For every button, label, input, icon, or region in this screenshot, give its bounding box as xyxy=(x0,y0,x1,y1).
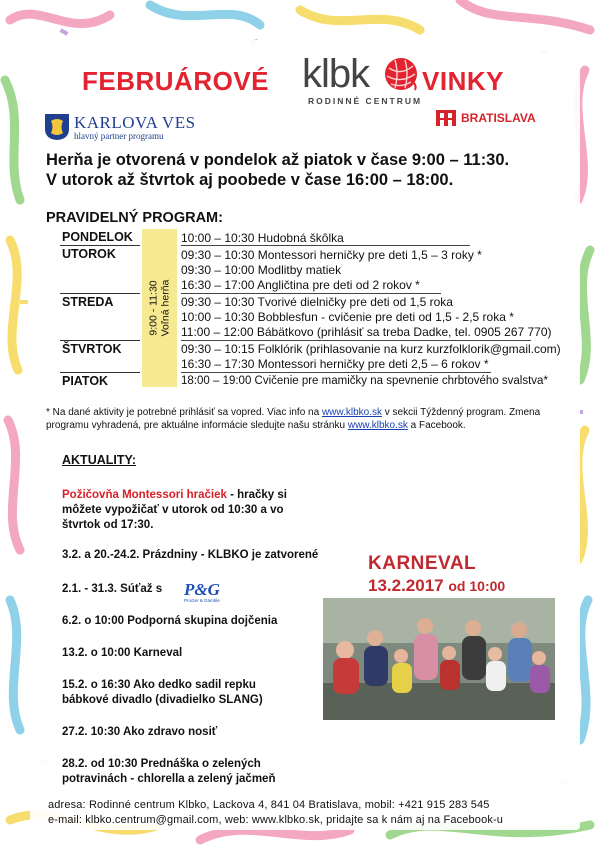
news-item-babywearing: 27.2. 10:30 Ako zdravo nosiť xyxy=(62,726,218,738)
row-divider xyxy=(60,340,140,341)
row-divider xyxy=(60,372,140,373)
carnival-date: 13.2.2017 od 10:00 xyxy=(368,576,506,595)
activity-thursday-1: 09:30 – 10:15 Folklórik (prihlasovanie na kurz kurzfolklorik@gmail.com) xyxy=(181,342,561,356)
footer-address: adresa: Rodinné centrum Klbko, Lackova 4, 841 04 Bratislava, mobil: +421 915 283 545 xyxy=(48,799,490,811)
title-left: FEBRUÁROVÉ xyxy=(82,66,270,96)
free-play-time: 9:00 - 11:30 xyxy=(147,280,160,336)
hours-line-2: V utorok až štvrtok aj poobede v čase 16:00 – 18:00. xyxy=(46,171,454,189)
day-wednesday: STREDA xyxy=(62,295,114,309)
activity-monday-1: 10:00 – 10:30 Hudobná škôlka xyxy=(181,231,344,245)
klbko-link-1[interactable]: www.klbko.sk xyxy=(321,407,382,418)
day-monday: PONDELOK xyxy=(62,230,133,244)
row-divider xyxy=(181,245,470,246)
footer-contact xyxy=(48,798,588,828)
row-divider xyxy=(60,245,140,246)
klbko-logo-word: klbk xyxy=(302,52,370,96)
row-divider xyxy=(181,372,491,373)
activity-wednesday-2: 10:00 – 10:30 Bobblesfun - cvičenie pre deti od 1,5 - 2,5 roka * xyxy=(181,310,514,324)
day-thursday: ŠTVRTOK xyxy=(62,342,122,356)
carnival-title: KARNEVAL xyxy=(368,553,477,574)
news-item-rental: Požičovňa Montessori hračiek - hračky si môžete vypožičať v utorok od 10:30 a vo štvrtok od 17:30. xyxy=(62,489,287,531)
news-item-breastfeeding: 6.2. o 10:00 Podporná skupina dojčenia xyxy=(62,615,278,627)
news-item-holidays: 3.2. a 20.-24.2. Prázdniny - KLBKO je zatvorené xyxy=(62,549,319,561)
news-item-lecture: 28.2. od 10:30 Prednáška o zelených potravinách - chlorella a zelený jačmeň xyxy=(62,758,276,785)
registration-note: * Na dané aktivity je potrebné prihlásiť sa vopred. Viac info na www.klbko.sk v sekcii Týždenný program. Zmena programu vyhradená, pre aktuálne informácie sledujte našu stránku www.klbko.sk a Facebook. xyxy=(46,407,541,431)
pg-logo: P&G Procter & Gamble xyxy=(184,580,220,603)
activity-tuesday-3: 16:30 – 17:00 Angličtina pre deti od 2 rokov * xyxy=(181,278,420,292)
activity-tuesday-1: 09:30 – 10:30 Montessori herničky pre deti 1,5 – 3 roky * xyxy=(181,248,482,262)
activity-friday-1: 18:00 – 19:00 Cvičenie pre mamičky na spevnenie chrbtového svalstva* xyxy=(181,375,548,387)
karlova-ves-crest-icon xyxy=(44,113,70,141)
day-friday: PIATOK xyxy=(62,374,109,388)
title-right: VINKY xyxy=(422,66,504,96)
hours-line-1: Herňa je otvorená v pondelok až piatok v čase 9:00 – 11:30. xyxy=(46,151,510,169)
news-item-contest: 2.1. - 31.3. Súťaž s xyxy=(62,583,163,595)
bratislava-text: BRATISLAVA xyxy=(461,111,536,125)
opening-hours xyxy=(46,150,509,190)
activity-wednesday-3: 11:00 – 12:00 Bábätkovo (prihlásiť sa treba Dadke, tel. 0905 267 770) xyxy=(181,325,552,339)
news-title: AKTUALITY: xyxy=(62,453,137,467)
yarn-ball-icon xyxy=(383,56,419,92)
footer-email-web: e-mail: klbko.centrum@gmail.com, web: www.klbko.sk, pridajte sa k nám aj na Facebook-u xyxy=(48,814,504,826)
news-item-rental-highlight: Požičovňa Montessori hračiek xyxy=(62,489,227,501)
klbko-link-2[interactable]: www.klbko.sk xyxy=(347,420,408,431)
news-item-puppet-show: 15.2. o 16:30 Ako dedko sadil repku bábkové divadlo (divadielko SLANG) xyxy=(62,679,263,706)
row-divider xyxy=(60,293,140,294)
logo-subtitle: RODINNÉ CENTRUM xyxy=(308,96,423,106)
day-tuesday: UTOROK xyxy=(62,247,116,261)
row-divider xyxy=(181,293,441,294)
carnival-photo xyxy=(323,598,555,720)
row-divider xyxy=(181,340,531,341)
free-play-label: Voľná herňa xyxy=(159,279,172,337)
karlova-ves-name: KARLOVA VES xyxy=(74,113,196,132)
activity-thursday-2: 16:30 – 17:30 Montessori herničky pre deti 2,5 – 6 rokov * xyxy=(181,357,489,371)
karlova-ves-subtitle: hlavný partner programu xyxy=(74,131,164,141)
activity-tuesday-2: 09:30 – 10:00 Modlitby matiek xyxy=(181,263,342,277)
program-title: PRAVIDELNÝ PROGRAM: xyxy=(46,210,223,226)
schedule-table xyxy=(60,229,600,389)
activity-wednesday-1: 09:30 – 10:30 Tvorivé dielničky pre deti od 1,5 roka xyxy=(181,295,453,309)
bratislava-logo-icon xyxy=(436,110,456,128)
news-item-carnival: 13.2. o 10:00 Karneval xyxy=(62,647,183,659)
